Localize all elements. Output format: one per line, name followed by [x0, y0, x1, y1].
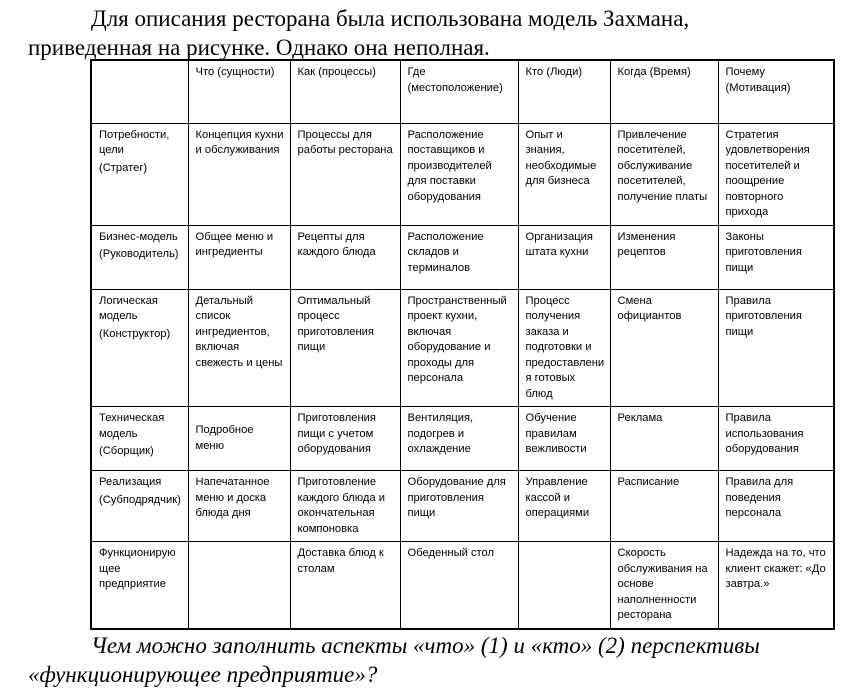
table-cell: Законы приготовления пищи — [718, 225, 834, 289]
header-row — [91, 60, 834, 123]
table-cell: Реклама — [610, 407, 718, 471]
zachman-table — [90, 59, 835, 630]
header-what: Что (сущности) — [188, 60, 290, 123]
table-cell: Оптимальный процесс приготовления пищи — [290, 289, 400, 407]
table-cell: Подробное меню — [188, 407, 290, 471]
table-row-functioning-enterprise — [91, 542, 834, 629]
row-label-text: Бизнес-модель — [99, 230, 178, 243]
table-row-needs — [91, 123, 834, 225]
table-cell: Приготовление каждого блюда и окончательная компоновка — [290, 471, 400, 542]
table-cell-empty-what — [188, 542, 290, 629]
header-where: Где (местоположение) — [400, 60, 518, 123]
table-cell: Напечатанное меню и доска блюда дня — [188, 471, 290, 542]
table-cell: Оборудование для приготовления пищи — [400, 471, 518, 542]
row-label-role: (Субподрядчик) — [99, 493, 181, 506]
table-row-implementation — [91, 471, 834, 542]
header-when: Когда (Время) — [610, 60, 718, 123]
row-label-role: (Конструктор) — [99, 327, 171, 340]
table-cell: Правила для поведения персонала — [718, 471, 834, 542]
table-cell: Опыт и знания, необходимые для бизнеса — [518, 123, 610, 225]
row-label-text: Функционирую щее предприятие — [99, 547, 176, 590]
row-label-role: (Стратег) — [99, 161, 148, 174]
table-row-technical-model — [91, 407, 834, 471]
table-cell: Смена официантов — [610, 289, 718, 407]
table-cell: Организация штата кухни — [518, 225, 610, 289]
table-cell: Доставка блюд к столам — [290, 542, 400, 629]
intro-line-2: приведенная на рисунке. Однако она неполная. — [28, 35, 490, 60]
row-label-role: (Сборщик) — [99, 445, 154, 457]
question-line-2: «функционирующее предприятие»? — [28, 662, 378, 687]
table-row-logical-model — [91, 289, 834, 407]
table-cell: Привлечение посетителей, обслуживание посетителей, получение платы — [610, 123, 718, 225]
table-cell: Правила приготовления пищи — [718, 289, 834, 407]
table-cell: Правила использования оборудования — [718, 407, 834, 471]
table-cell: Расположение складов и терминалов — [400, 225, 518, 289]
row-label-needs — [91, 123, 188, 225]
table-cell: Управление кассой и операциями — [518, 471, 610, 542]
row-label-text: Логическая модель — [99, 294, 158, 322]
table-cell: Обеденный стол — [400, 542, 518, 629]
table-cell: Скорость обслуживания на основе наполненности ресторана — [610, 542, 718, 629]
table-cell: Пространственный проект кухни, включая оборудование и проходы для персонала — [400, 289, 518, 407]
table-cell: Общее меню и ингредиенты — [188, 225, 290, 289]
table-cell: Приготовления пищи с учетом оборудования — [290, 407, 400, 471]
table-cell: Надежда на то, что клиент скажет: «До завтра.» — [718, 542, 834, 629]
intro-line-1: Для описания ресторана была использована модель Захмана, — [91, 6, 690, 31]
table-cell: Детальный список ингредиентов, включая свежесть и цены — [188, 289, 290, 407]
row-label-text: Реализация — [99, 476, 162, 488]
header-why: Почему (Мотивация) — [718, 60, 834, 123]
header-corner-cell — [91, 60, 188, 123]
row-label-logical-model — [91, 289, 188, 407]
header-how: Как (процессы) — [290, 60, 400, 123]
header-who: Кто (Люди) — [518, 60, 610, 123]
row-label-role: (Руководитель) — [99, 248, 179, 260]
table-cell: Изменения рецептов — [610, 225, 718, 289]
table-cell: Стратегия удовлетворения посетителей и поощрение повторного прихода — [718, 123, 834, 225]
table-cell: Рецепты для каждого блюда — [290, 225, 400, 289]
table-cell: Вентиляция, подогрев и охлаждение — [400, 407, 518, 471]
table-cell: Расписание — [610, 471, 718, 542]
table-cell: Процесс получения заказа и подготовки и предоставлени я готовых блюд — [518, 289, 610, 407]
row-label-text: Техническая модель — [99, 412, 165, 440]
table-cell: Процессы для работы ресторана — [290, 123, 400, 225]
question-paragraph — [28, 631, 848, 689]
table-cell: Расположение поставщиков и производителей для поставки оборудования — [400, 123, 518, 225]
intro-paragraph — [28, 4, 848, 62]
question-line-1: Чем можно заполнить аспекты «что» (1) и «кто» (2) перспективы — [91, 633, 760, 658]
row-label-business-model — [91, 225, 188, 289]
table-cell: Концепция кухни и обслуживания — [188, 123, 290, 225]
row-label-implementation — [91, 471, 188, 542]
table-cell-empty-who — [518, 542, 610, 629]
table-cell: Обучение правилам вежливости — [518, 407, 610, 471]
row-label-functioning-enterprise — [91, 542, 188, 629]
row-label-text: Потребности, цели — [99, 128, 170, 156]
table-row-business-model — [91, 225, 834, 289]
row-label-technical-model — [91, 407, 188, 471]
